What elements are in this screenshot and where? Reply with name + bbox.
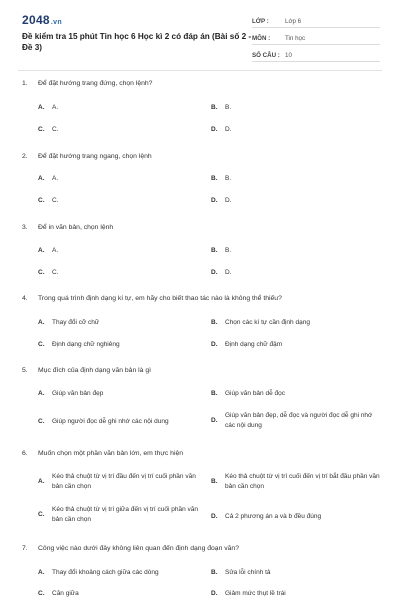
option-d[interactable] [211, 512, 321, 522]
option-text: A. [52, 175, 59, 182]
option-letter: B. [211, 390, 218, 398]
option-text: Định dạng chữ đậm [225, 341, 283, 348]
meta-subject [252, 31, 380, 45]
option-text: B. [225, 175, 232, 182]
option-text: Giúp văn bản đẹp, dễ đọc và người đọc dễ ghi nhớ các nội dung [225, 412, 373, 429]
option-text: Định dạng chữ nghiêng [52, 341, 120, 348]
option-letter: D. [211, 590, 218, 598]
option-text: C. [52, 269, 59, 276]
meta-subject-key: MÔN : [252, 35, 271, 42]
option-letter: B. [211, 104, 218, 112]
option-text: D. [225, 197, 232, 204]
option-a[interactable] [38, 103, 58, 113]
option-text: B. [225, 247, 232, 254]
option-letter: C. [38, 418, 45, 426]
option-a[interactable] [38, 246, 58, 256]
option-b[interactable] [211, 472, 381, 491]
meta-subject-value: Tin học [285, 35, 306, 42]
option-a[interactable] [38, 318, 99, 328]
option-letter: D. [211, 126, 218, 134]
option-letter: A. [38, 319, 45, 327]
header-divider [18, 70, 382, 71]
option-text: Giúp văn bản đẹp [52, 390, 104, 397]
option-letter: A. [38, 175, 45, 183]
question-text: Muốn chọn một phần văn bản lớn, em thực hiện [38, 450, 184, 457]
option-letter: C. [38, 341, 45, 349]
option-text: B. [225, 104, 232, 111]
option-text: Sửa lỗi chính tả [225, 569, 271, 576]
option-letter: B. [211, 247, 218, 255]
logo-brand: 2048 [22, 13, 50, 27]
option-b[interactable] [211, 246, 231, 256]
option-text: Giảm mức thụt lề trái [225, 590, 286, 597]
option-b[interactable] [211, 568, 271, 578]
option-letter: A. [38, 390, 45, 398]
quiz-meta [252, 14, 380, 65]
question-number: 1. [22, 80, 28, 87]
meta-count-value: 10 [285, 52, 292, 59]
option-letter: D. [211, 197, 218, 205]
option-d[interactable] [211, 268, 232, 278]
option-letter: D. [211, 513, 218, 521]
meta-class [252, 14, 380, 28]
option-d[interactable] [211, 196, 232, 206]
option-letter: B. [211, 569, 218, 577]
question-number: 6. [22, 450, 28, 457]
meta-class-value: Lớp 6 [285, 18, 302, 25]
question-text: Để đặt hướng trang đứng, chọn lệnh? [38, 80, 153, 87]
option-text: Giúp người đọc dễ ghi nhớ các nội dung [52, 418, 169, 425]
option-a[interactable] [38, 568, 159, 578]
option-a[interactable] [38, 174, 58, 184]
option-b[interactable] [211, 318, 310, 328]
meta-class-key: LỚP : [252, 18, 269, 25]
option-d[interactable] [211, 411, 381, 430]
logo-suffix: .vn [50, 19, 62, 26]
option-b[interactable] [211, 103, 231, 113]
question-text: Mục đích của định dạng văn bản là gì [38, 367, 151, 374]
question-text: Công việc nào dưới đây không liên quan đến định dạng đoạn văn? [38, 545, 239, 552]
option-letter: B. [211, 319, 218, 327]
option-d[interactable] [211, 340, 282, 350]
meta-count-key: SỐ CÂU : [252, 52, 280, 59]
question-number: 5. [22, 367, 28, 374]
option-text: D. [225, 269, 232, 276]
option-letter: D. [211, 341, 218, 349]
option-text: A. [52, 104, 59, 111]
option-d[interactable] [211, 125, 232, 135]
option-text: Cả 2 phương án a và b đều đúng [225, 513, 322, 520]
option-letter: C. [38, 511, 45, 518]
option-letter: A. [38, 104, 45, 112]
option-c[interactable] [38, 196, 59, 206]
question-text: Để đặt hướng trang ngang, chọn lệnh [38, 153, 152, 160]
option-text: C. [52, 197, 59, 204]
option-text: Kéo thả chuột từ vị trí đầu đến vị trí cuối phần văn bản cần chọn [52, 473, 196, 490]
option-letter: D. [211, 269, 218, 277]
option-text: C. [52, 126, 59, 133]
question-text: Trong quá trình định dạng kí tự, em hãy cho biết thao tác nào là không thể thiếu? [38, 295, 282, 302]
option-letter: C. [38, 197, 45, 205]
option-c[interactable] [38, 340, 120, 350]
option-c[interactable] [38, 125, 59, 135]
option-letter: B. [211, 175, 218, 183]
option-b[interactable] [211, 389, 285, 399]
option-text: Thay đổi khoảng cách giữa các dòng [52, 569, 159, 576]
question-number: 3. [22, 224, 28, 231]
option-text: A. [52, 247, 59, 254]
option-letter: C. [38, 590, 45, 598]
option-text: Giúp văn bản dễ đọc [225, 390, 285, 397]
option-a[interactable] [38, 472, 208, 491]
question-text: Để in văn bản, chọn lệnh [38, 224, 114, 231]
option-a[interactable] [38, 389, 103, 399]
question-number: 7. [22, 545, 28, 552]
option-c[interactable] [38, 417, 169, 427]
option-b[interactable] [211, 174, 231, 184]
option-c[interactable] [38, 589, 79, 599]
option-letter: A. [38, 478, 45, 485]
meta-count [252, 48, 380, 62]
option-letter: A. [38, 247, 45, 255]
question-number: 4. [22, 295, 28, 302]
option-text: Kéo thả chuột từ vị trí cuối đến vị trí bắt đầu phần văn bản cần chọn [225, 473, 380, 490]
option-letter: A. [38, 569, 45, 577]
option-c[interactable] [38, 505, 208, 524]
option-text: Thay đổi cỡ chữ [52, 319, 100, 326]
option-letter: D. [211, 417, 218, 424]
option-c[interactable] [38, 268, 59, 278]
option-text: D. [225, 126, 232, 133]
option-letter: C. [38, 126, 45, 134]
option-text: Căn giữa [52, 590, 79, 597]
option-letter: B. [211, 478, 218, 485]
option-letter: C. [38, 269, 45, 277]
header [0, 0, 400, 76]
option-text: Chọn các kí tự cần định dạng [225, 319, 310, 326]
question-number: 2. [22, 153, 28, 160]
site-logo[interactable] [22, 13, 62, 27]
quiz-title: Đề kiểm tra 15 phút Tin học 6 Học kì 2 có đáp án (Bài số 2 - Đề 3) [22, 32, 252, 52]
option-d[interactable] [211, 589, 286, 599]
option-text: Kéo thả chuột từ vị trí giữa đến vị trí cuối phần văn bản cần chọn [52, 506, 199, 523]
